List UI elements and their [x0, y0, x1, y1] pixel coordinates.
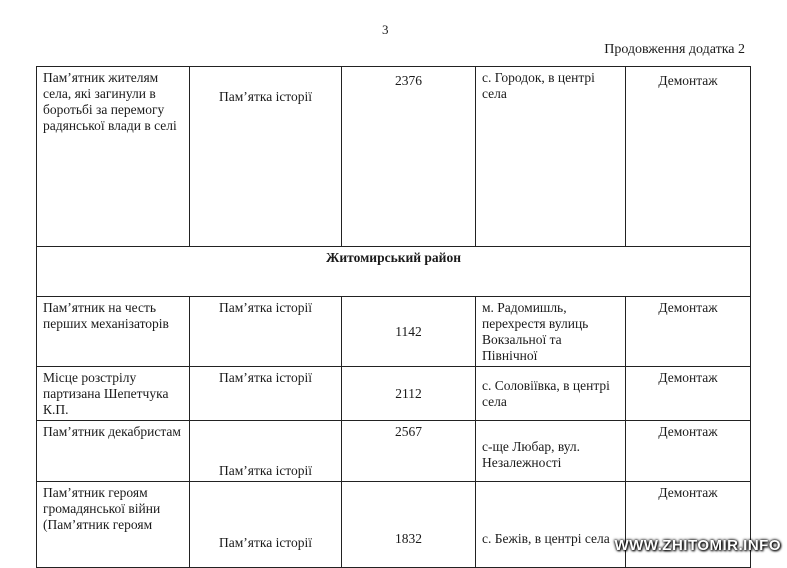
- action-cell: Демонтаж: [626, 482, 751, 568]
- location-cell: с. Городок, в центрі села: [476, 67, 626, 247]
- monument-name-cell: Пам’ятник жителям села, які загинули в боротьбі за перемогу радянської влади в селі: [37, 67, 190, 247]
- location-cell: с. Соловіївка, в центрі села: [476, 367, 626, 421]
- table-row: [37, 297, 751, 367]
- monument-name-cell: Місце розстрілу партизана Шепетчука К.П.: [37, 367, 190, 421]
- registry-number-cell: 1832: [342, 482, 476, 568]
- site-watermark: WWW.ZHITOMIR.INFO: [614, 537, 781, 554]
- monument-type-cell: Пам’ятка історії: [190, 367, 342, 421]
- monument-type-cell: Пам’ятка історії: [190, 482, 342, 568]
- monument-name-cell: Пам’ятник декабристам: [37, 421, 190, 482]
- table-row: [37, 367, 751, 421]
- action-cell: Демонтаж: [626, 367, 751, 421]
- registry-number-cell: 1142: [342, 297, 476, 367]
- location-cell: с. Бежів, в центрі села: [476, 482, 626, 568]
- registry-number-cell: 2112: [342, 367, 476, 421]
- monument-type-cell: Пам’ятка історії: [190, 67, 342, 247]
- continuation-note: Продовження додатка 2: [604, 42, 745, 57]
- action-cell: Демонтаж: [626, 67, 751, 247]
- table-row: [37, 67, 751, 247]
- monument-type-cell: Пам’ятка історії: [190, 421, 342, 482]
- location-cell: м. Радомишль, перехрестя вулиць Вокзальної та Північної: [476, 297, 626, 367]
- table-row: [37, 421, 751, 482]
- monument-name-cell: Пам’ятник героям громадянської війни (Пам’ятник героям: [37, 482, 190, 568]
- page-number: 3: [382, 22, 389, 37]
- action-cell: Демонтаж: [626, 297, 751, 367]
- location-cell: с-ще Любар, вул. Незалежності: [476, 421, 626, 482]
- monument-name-cell: Пам’ятник на честь перших механізаторів: [37, 297, 190, 367]
- action-cell: Демонтаж: [626, 421, 751, 482]
- table-row: [37, 482, 751, 568]
- registry-number-cell: 2567: [342, 421, 476, 482]
- district-heading: Житомирський район: [37, 247, 751, 297]
- district-row: [37, 247, 751, 297]
- monument-type-cell: Пам’ятка історії: [190, 297, 342, 367]
- monuments-table: [36, 66, 751, 568]
- registry-number-cell: 2376: [342, 67, 476, 247]
